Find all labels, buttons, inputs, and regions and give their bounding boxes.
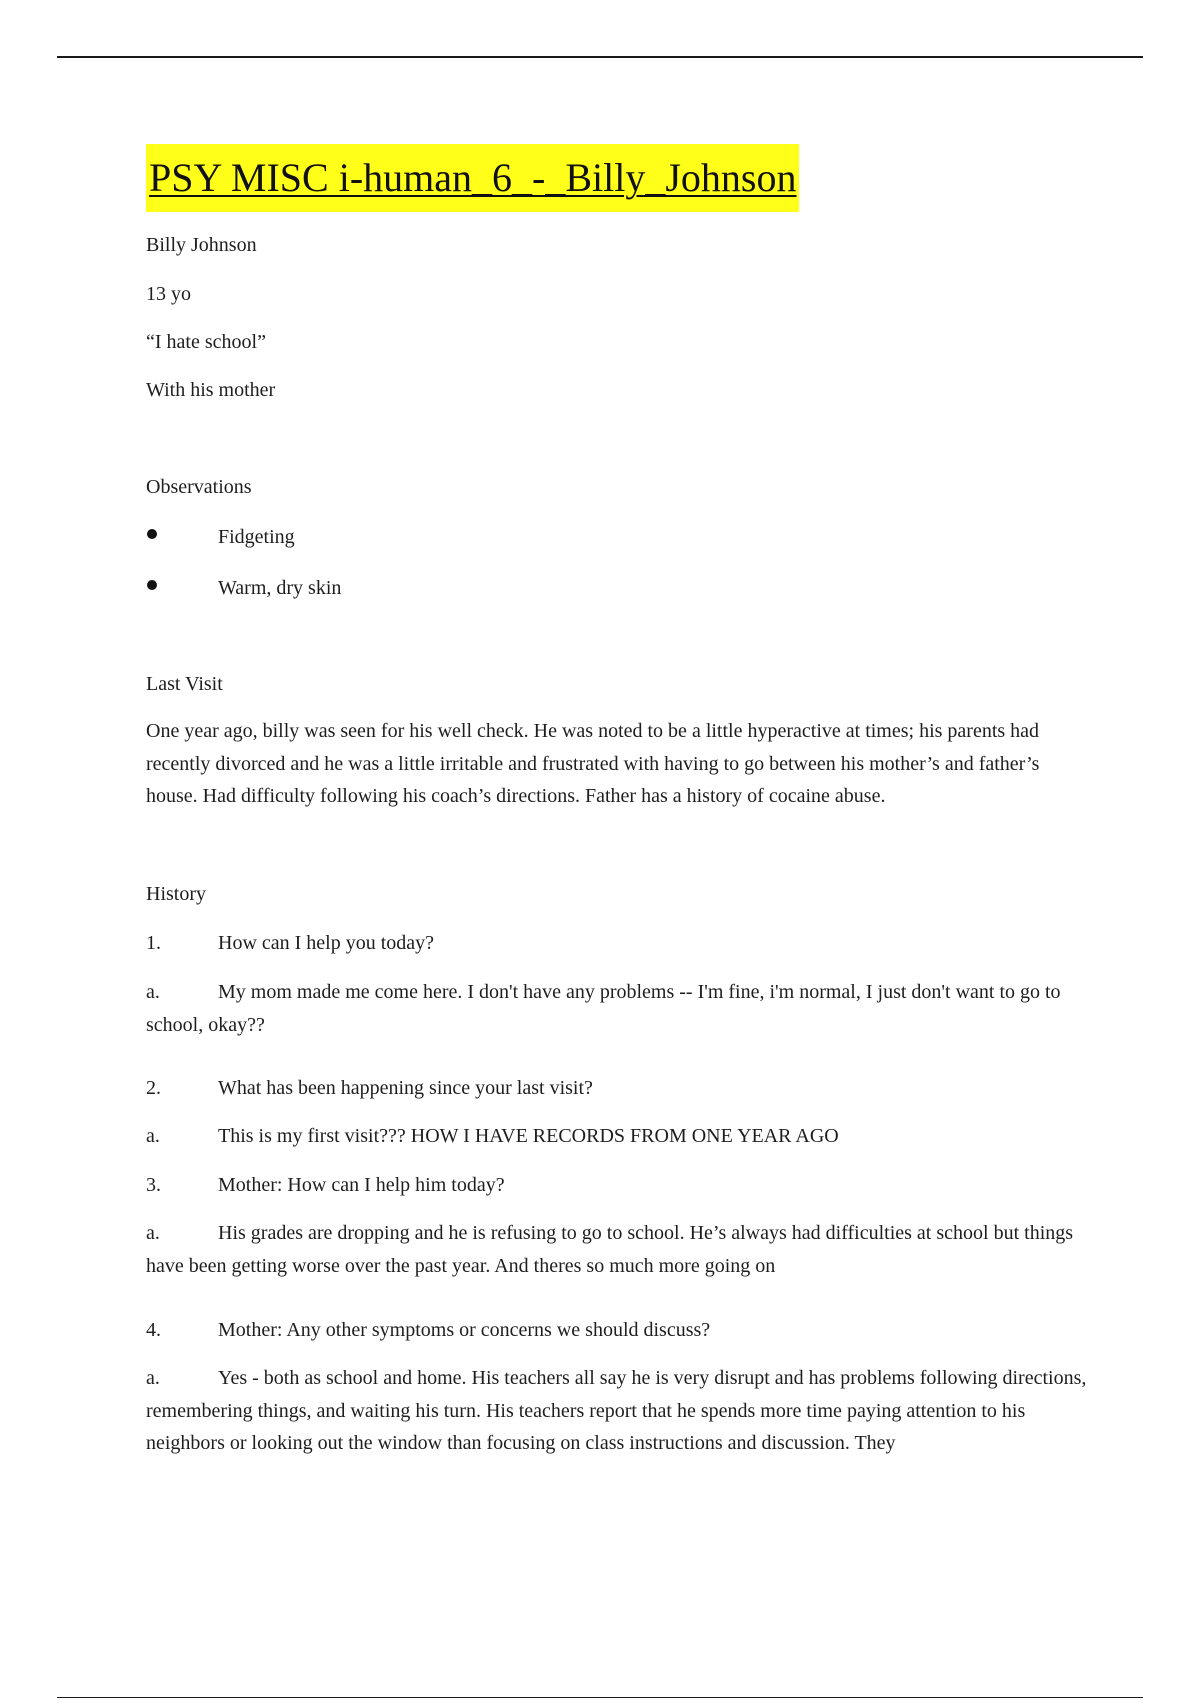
answer-text: My mom made me come here. I don't have any problems -- I'm fine, i'm normal, I just don't want to go to school, okay?? bbox=[146, 981, 1061, 1036]
question-number: 3. bbox=[146, 1174, 161, 1196]
bottom-rule bbox=[57, 1697, 1143, 1698]
observation-text: Warm, dry skin bbox=[218, 577, 342, 599]
observation-text: Fidgeting bbox=[218, 526, 295, 548]
patient-name: Billy Johnson bbox=[146, 234, 257, 256]
history-heading: History bbox=[146, 883, 206, 905]
answer-text: His grades are dropping and he is refusing to go to school. He’s always had difficulties at school but things have been getting worse over the past year. And theres so much more going on bbox=[146, 1222, 1074, 1277]
observations-heading: Observations bbox=[146, 476, 252, 498]
bullet-icon bbox=[147, 529, 157, 539]
history-answer bbox=[146, 1217, 1091, 1282]
document-page bbox=[146, 144, 1087, 1454]
answer-text: This is my first visit??? HOW I HAVE RECORDS FROM ONE YEAR AGO bbox=[218, 1125, 839, 1147]
question-text: Mother: How can I help him today? bbox=[218, 1174, 505, 1196]
question-text: Mother: Any other symptoms or concerns we should discuss? bbox=[218, 1319, 711, 1341]
last-visit-text: One year ago, billy was seen for his well check. He was noted to be a little hyperactive at times; his parents had recently divorced and he was a little irritable and frustrated with having to go between his mother’s and father’s house. Had difficulty following his coach’s directions. Father has a history of cocaine abuse. bbox=[146, 720, 1040, 807]
question-number: 4. bbox=[146, 1319, 161, 1341]
question-text: How can I help you today? bbox=[218, 932, 435, 954]
last-visit-heading: Last Visit bbox=[146, 673, 223, 695]
answer-text: Yes - both as school and home. His teachers all say he is very disrupt and has problems following directions, remembering things, and waiting his turn. His teachers report that he spends more time paying attention to his neighbors or looking out the window than focusing on class instructions and discussion. They bbox=[146, 1367, 1087, 1454]
answer-marker: a. bbox=[146, 981, 160, 1003]
companion: With his mother bbox=[146, 379, 276, 401]
question-number: 2. bbox=[146, 1077, 161, 1099]
history-answer bbox=[146, 1362, 1091, 1460]
top-rule bbox=[57, 56, 1143, 58]
history-answer bbox=[146, 1120, 1091, 1153]
question-number: 1. bbox=[146, 932, 161, 954]
patient-age: 13 yo bbox=[146, 283, 191, 305]
history-answer bbox=[146, 976, 1091, 1041]
answer-marker: a. bbox=[146, 1367, 160, 1389]
answer-marker: a. bbox=[146, 1222, 160, 1244]
bullet-icon bbox=[147, 580, 157, 590]
document-title: PSY MISC i-human_6_-_Billy_Johnson bbox=[146, 144, 799, 212]
question-text: What has been happening since your last visit? bbox=[218, 1077, 593, 1099]
answer-marker: a. bbox=[146, 1125, 160, 1147]
chief-complaint: “I hate school” bbox=[146, 331, 266, 353]
